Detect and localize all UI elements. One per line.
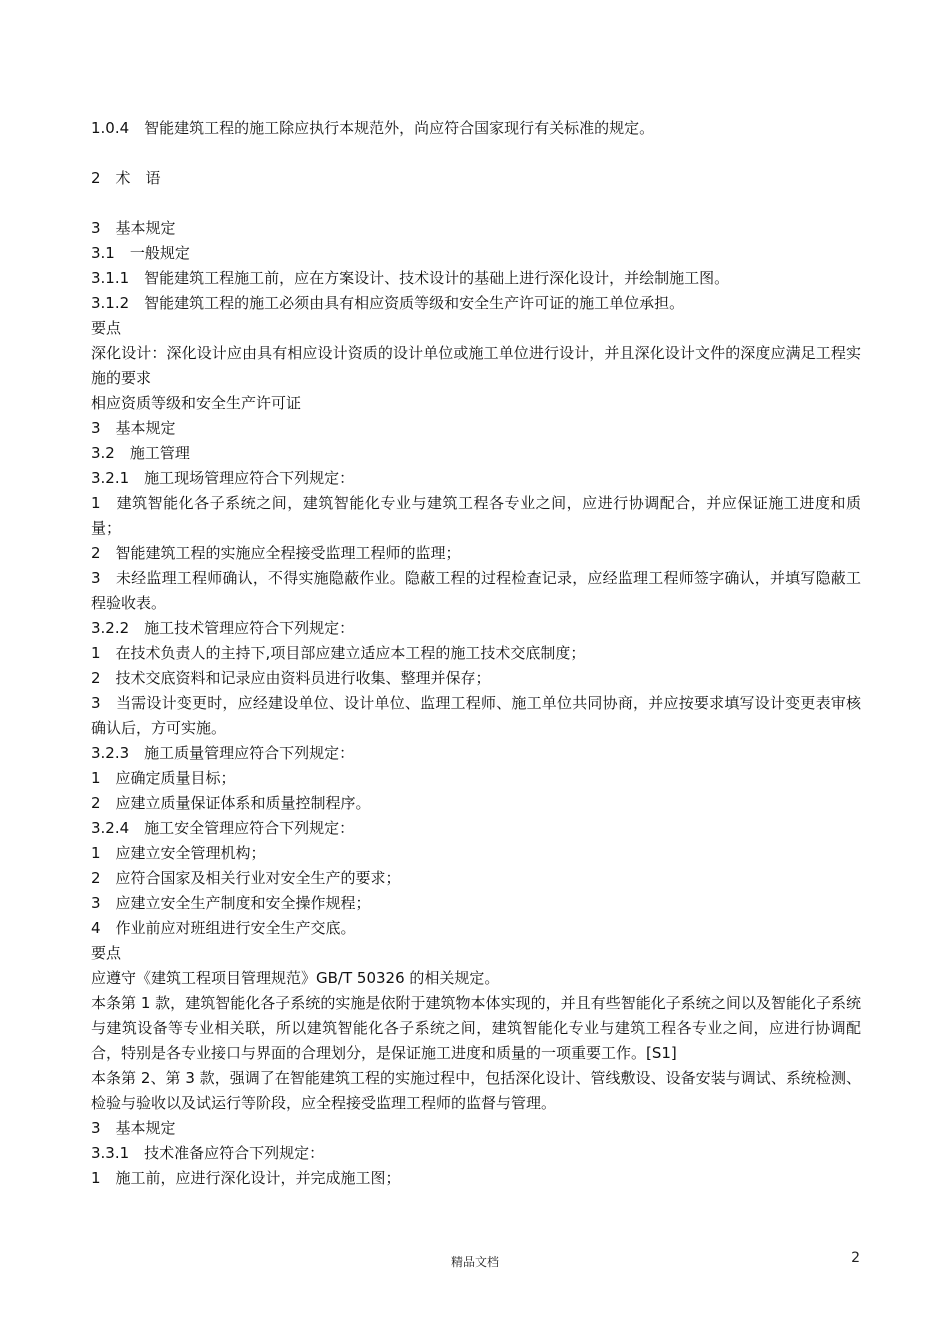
text-line: 3 应建立安全生产制度和安全操作规程； [91, 894, 371, 912]
text-line: 3.2.3 施工质量管理应符合下列规定： [91, 744, 355, 762]
text-line: 1.0.4 智能建筑工程的施工除应执行本规范外，尚应符合国家现行有关标准的规定。 [91, 119, 655, 137]
text-line: 3.2.1 施工现场管理应符合下列规定： [91, 469, 355, 487]
text-line: 2 应建立质量保证体系和质量控制程序。 [91, 794, 371, 812]
text-line: 4 作业前应对班组进行安全生产交底。 [91, 919, 356, 937]
text-line: 本条第 1 款，建筑智能化各子系统的实施是依附于建筑物本体实现的，并且有些智能化子系统之间以及智能化子系统与建筑设备等专业相关联，所以建筑智能化各子系统之间，建筑智能化专业与建筑工程各专业之间，应进行协调配合，特别是各专业接口与界面的合理划分，是保证施工进度和质量的一项重要工作。[S1] [91, 994, 861, 1062]
text-line: 2 技术交底资料和记录应由资料员进行收集、整理并保存； [91, 669, 491, 687]
blank-line [91, 191, 861, 216]
blank-line [91, 141, 861, 166]
text-line: 3.1 一般规定 [91, 244, 190, 262]
text-line: 2 智能建筑工程的实施应全程接受监理工程师的监理； [91, 544, 461, 562]
text-line: 深化设计：深化设计应由具有相应设计资质的设计单位或施工单位进行设计，并且深化设计文件的深度应满足工程实施的要求 [91, 344, 861, 387]
text-line: 3.2.4 施工安全管理应符合下列规定： [91, 819, 355, 837]
text-line: 3.1.1 智能建筑工程施工前，应在方案设计、技术设计的基础上进行深化设计，并绘制施工图。 [91, 269, 730, 287]
text-line: 1 施工前，应进行深化设计，并完成施工图； [91, 1169, 401, 1187]
text-line: 3 基本规定 [91, 419, 176, 437]
text-line: 1 应建立安全管理机构； [91, 844, 266, 862]
text-line: 1 应确定质量目标； [91, 769, 236, 787]
text-line: 3.2.2 施工技术管理应符合下列规定： [91, 619, 355, 637]
text-line: 3 未经监理工程师确认，不得实施隐蔽作业。隐蔽工程的过程检查记录，应经监理工程师签字确认，并填写隐蔽工程验收表。 [91, 569, 861, 612]
text-line: 要点 [91, 319, 122, 337]
text-line: 3.3.1 技术准备应符合下列规定： [91, 1144, 325, 1162]
text-line: 3.1.2 智能建筑工程的施工必须由具有相应资质等级和安全生产许可证的施工单位承担。 [91, 294, 685, 312]
document-body [91, 116, 861, 1191]
text-line: 1 建筑智能化各子系统之间，建筑智能化专业与建筑工程各专业之间，应进行协调配合，并应保证施工进度和质量； [91, 494, 861, 537]
text-line: 要点 [91, 944, 122, 962]
footer-label: 精品文档 [450, 1255, 499, 1269]
text-line: 3.2 施工管理 [91, 444, 190, 462]
text-line: 2 术 语 [91, 169, 161, 187]
text-line: 3 基本规定 [91, 219, 176, 237]
text-line: 3 当需设计变更时，应经建设单位、设计单位、监理工程师、施工单位共同协商，并应按要求填写设计变更表审核确认后，方可实施。 [91, 694, 861, 737]
text-line: 2 应符合国家及相关行业对安全生产的要求； [91, 869, 401, 887]
page-number: 2 [851, 1250, 860, 1266]
text-line: 相应资质等级和安全生产许可证 [91, 394, 302, 412]
text-line: 本条第 2、第 3 款，强调了在智能建筑工程的实施过程中，包括深化设计、管线敷设、设备安装与调试、系统检测、检验与验收以及试运行等阶段，应全程接受监理工程师的监督与管理。 [91, 1069, 861, 1112]
text-line: 1 在技术负责人的主持下,项目部应建立适应本工程的施工技术交底制度； [91, 644, 586, 662]
text-line: 应遵守《建筑工程项目管理规范》GB/T 50326 的相关规定。 [91, 969, 500, 987]
text-line: 3 基本规定 [91, 1119, 176, 1137]
